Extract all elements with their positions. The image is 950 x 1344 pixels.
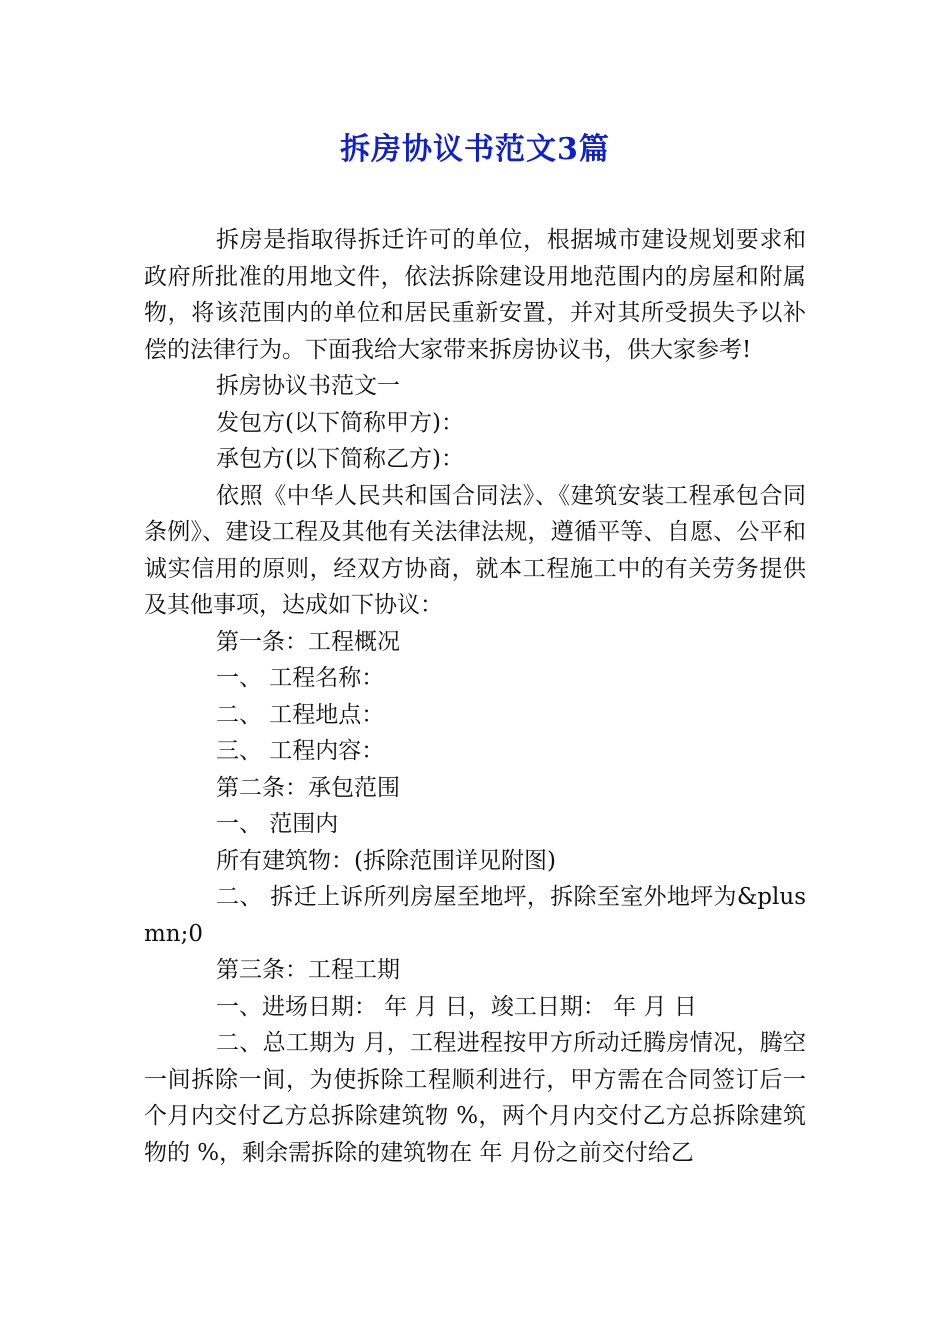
article-three-heading: 第三条：工程工期 <box>216 957 400 983</box>
section-heading-sample-one: 拆房协议书范文一 <box>216 373 400 399</box>
document-body <box>144 222 806 1171</box>
basis-paragraph: 依照《中华人民共和国合同法》、《建筑安装工程承包合同条例》、建设工程及其他有关法律法规，遵循平等、自愿、公平和诚实信用的原则，经双方协商，就本工程施工中的有关劳务提供及其他事项，达成如下协议： <box>144 482 806 618</box>
dates-line: 一、进场日期： 年 月 日，竣工日期： 年 月 日 <box>216 993 697 1020</box>
project-location-line: 二、 工程地点： <box>216 701 385 728</box>
project-content-line: 三、 工程内容： <box>216 738 385 764</box>
scope-line: 一、 范围内 <box>216 811 339 837</box>
party-b-line: 承包方(以下简称乙方)： <box>216 446 464 472</box>
demolition-level-paragraph: 二、 拆迁上诉所列房屋至地坪，拆除至室外地坪为&plusmn;0 <box>144 884 806 947</box>
article-one-heading: 第一条：工程概况 <box>216 628 400 655</box>
article-two-heading: 第二条：承包范围 <box>216 774 400 801</box>
project-name-line: 一、 工程名称： <box>216 665 385 691</box>
intro-paragraph: 拆房是指取得拆迁许可的单位，根据城市建设规划要求和政府所批准的用地文件，依法拆除建设用地范围内的房屋和附属物，将该范围内的单位和居民重新安置，并对其所受损失予以补偿的法律行为。下面我给大家带来拆房协议书，供大家参考! <box>144 227 806 363</box>
schedule-paragraph: 二、总工期为 月，工程进程按甲方所动迁腾房情况，腾空一间拆除一间，为使拆除工程顺利进行，甲方需在合同签订后一个月内交付乙方总拆除建筑物 %，两个月内交付乙方总拆除建筑物的 %，剩余需拆除的建筑物在 年 月份之前交付给乙 <box>144 1030 806 1166</box>
document-title: 拆房协议书范文3篇 <box>340 132 610 167</box>
buildings-line: 所有建筑物：(拆除范围详见附图) <box>216 847 556 874</box>
party-a-line: 发包方(以下简称甲方)： <box>216 409 464 436</box>
